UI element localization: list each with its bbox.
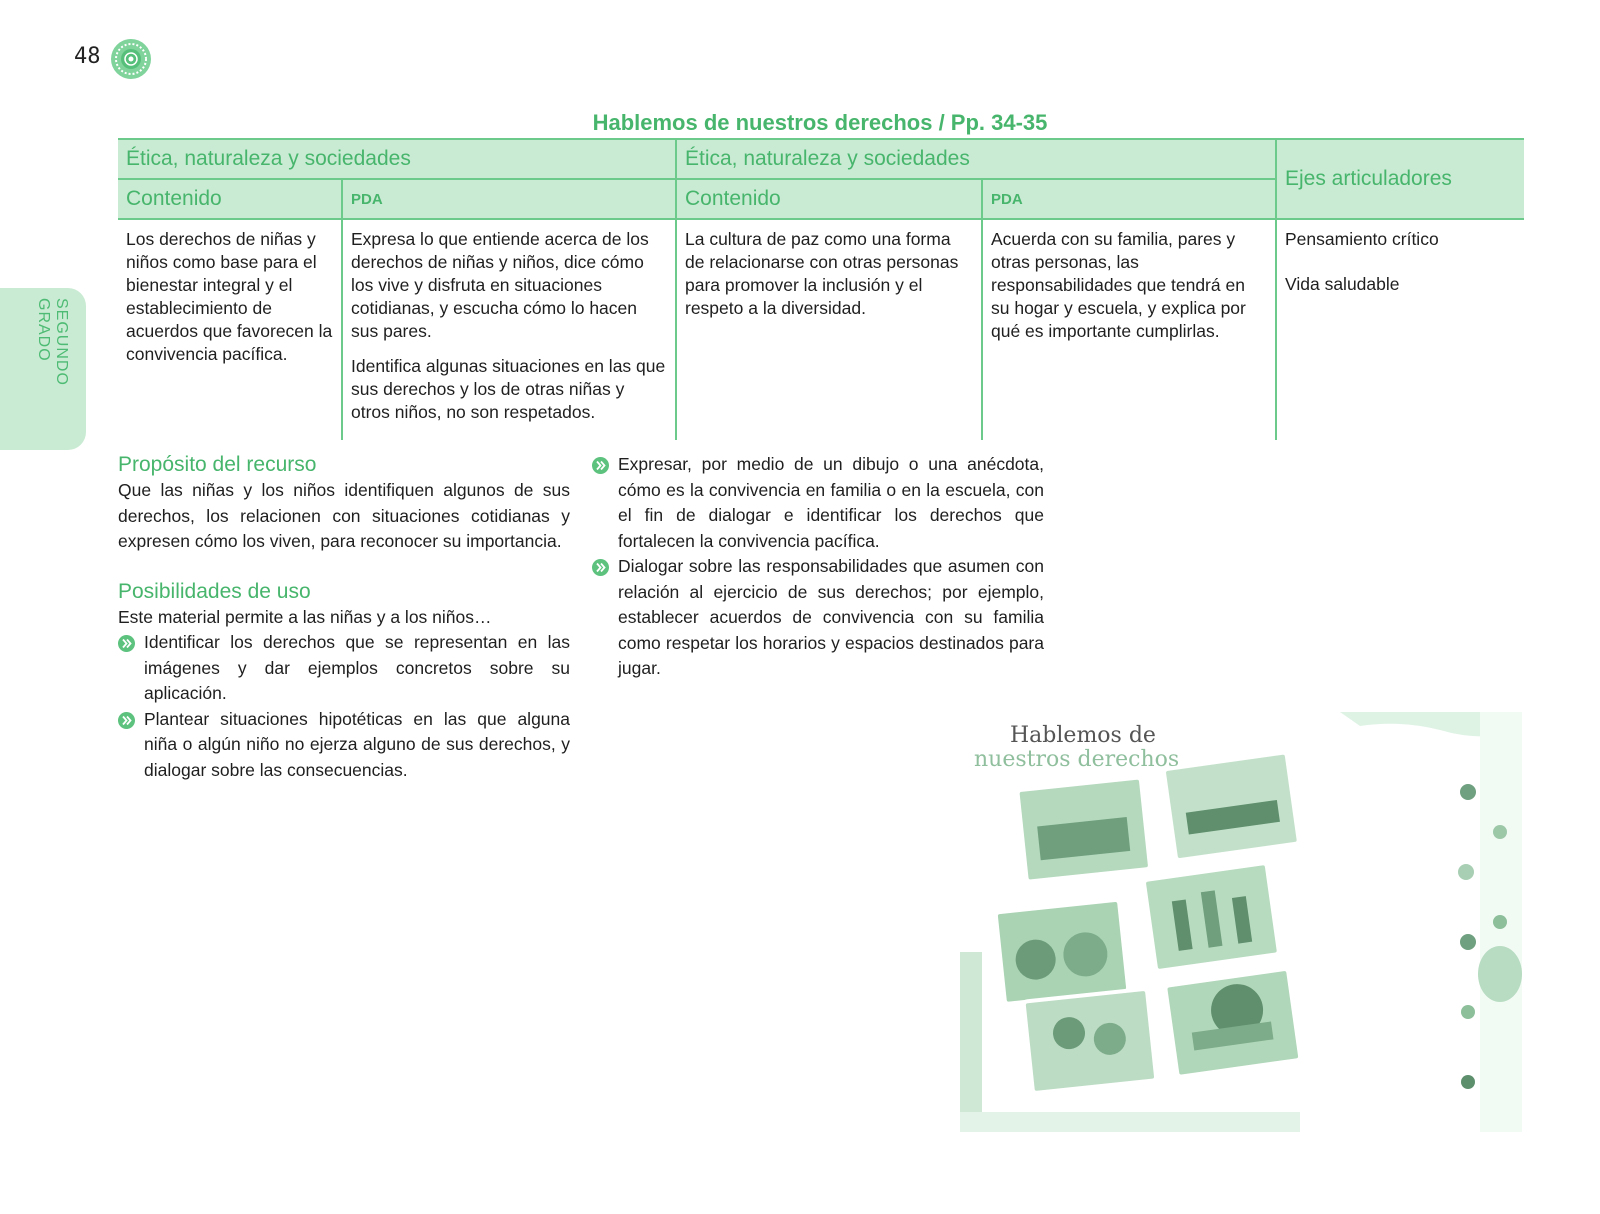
page-number: 48 (74, 44, 101, 69)
double-chevron-icon (592, 457, 609, 474)
contenido-header-1: Contenido (118, 179, 342, 219)
pda-1-paragraph-1: Expresa lo que entiende acerca de los derechos de niñas y niños, dice cómo los vive y disfruta en situaciones cotidianas, y escucha cómo lo hacen sus pares. (351, 229, 649, 341)
list-item: Plantear situaciones hipotéticas en las que alguna niña o algún niño no ejerza alguno de sus derechos, y dialogar sobre las consecuencias. (118, 707, 570, 784)
list-item: Expresar, por medio de un dibujo o una anécdota, cómo es la convivencia en familia o en la escuela, con el fin de dialogar e identificar los derechos que fortalecen la convivencia pacífica. (592, 452, 1044, 554)
right-column (592, 452, 1044, 682)
resource-thumbnail (960, 712, 1522, 1132)
contenido-cell-1: Los derechos de niñas y niños como base para el bienestar integral y el establecimiento de acuerdos que favorecen la convivencia pacífica. (118, 219, 342, 440)
eje-item: Pensamiento crítico (1285, 229, 1439, 249)
thumbnail-title-line1: Hablemos de (1010, 723, 1156, 748)
double-chevron-icon (118, 712, 135, 729)
rosette-icon (110, 38, 152, 80)
posibilidades-heading: Posibilidades de uso (118, 579, 311, 603)
pda-cell-2: Acuerda con su familia, pares y otras personas, las responsabilidades que tendrá en su hogar y escuela, y explica por qué es importante cumplirlas. (982, 219, 1276, 440)
curriculum-table (118, 138, 1524, 440)
ejes-header: Ejes articuladores (1276, 139, 1524, 219)
double-chevron-icon (118, 635, 135, 652)
page-title: Hablemos de nuestros derechos / Pp. 34-35 (592, 110, 1048, 135)
list-item: Identificar los derechos que se representan en las imágenes y dar ejemplos concretos sobre su aplicación. (118, 630, 570, 707)
eje-item: Vida saludable (1285, 274, 1400, 294)
proposito-text: Que las niñas y los niños identifiquen algunos de sus derechos, los relacionen con situaciones cotidianas y expresen cómo los viven, para reconocer su importancia. (118, 480, 570, 551)
contenido-cell-2: La cultura de paz como una forma de relacionarse con otras personas para promover la inclusión y el respeto a la diversidad. (676, 219, 982, 440)
usage-list (118, 630, 570, 783)
double-chevron-icon (592, 559, 609, 576)
usage-list-continued (592, 452, 1044, 682)
field-header-1: Ética, naturaleza y sociedades (118, 139, 676, 179)
posibilidades-intro: Este material permite a las niñas y a los niños… (118, 606, 492, 627)
left-column (118, 452, 570, 783)
pda-cell-1 (342, 219, 676, 440)
pda-header-2: PDA (982, 179, 1276, 219)
thumbnail-title-line2: nuestros derechos (974, 747, 1180, 772)
field-header-2: Ética, naturaleza y sociedades (676, 139, 1276, 179)
pda-header-1: PDA (342, 179, 676, 219)
proposito-heading: Propósito del recurso (118, 453, 317, 476)
pda-1-paragraph-2: Identifica algunas situaciones en las que sus derechos y los de otras niñas y otros niños, no son respetados. (351, 356, 666, 422)
ejes-cell (1276, 219, 1524, 440)
grade-side-tab (0, 288, 86, 450)
list-item: Dialogar sobre las responsabilidades que asumen con relación al ejercicio de sus derechos; por ejemplo, establecer acuerdos de convivencia con su familia como respetar los horarios y espacios destinados para jugar. (592, 554, 1044, 682)
contenido-header-2: Contenido (676, 179, 982, 219)
grade-label: SEGUNDO GRADO (35, 298, 70, 386)
